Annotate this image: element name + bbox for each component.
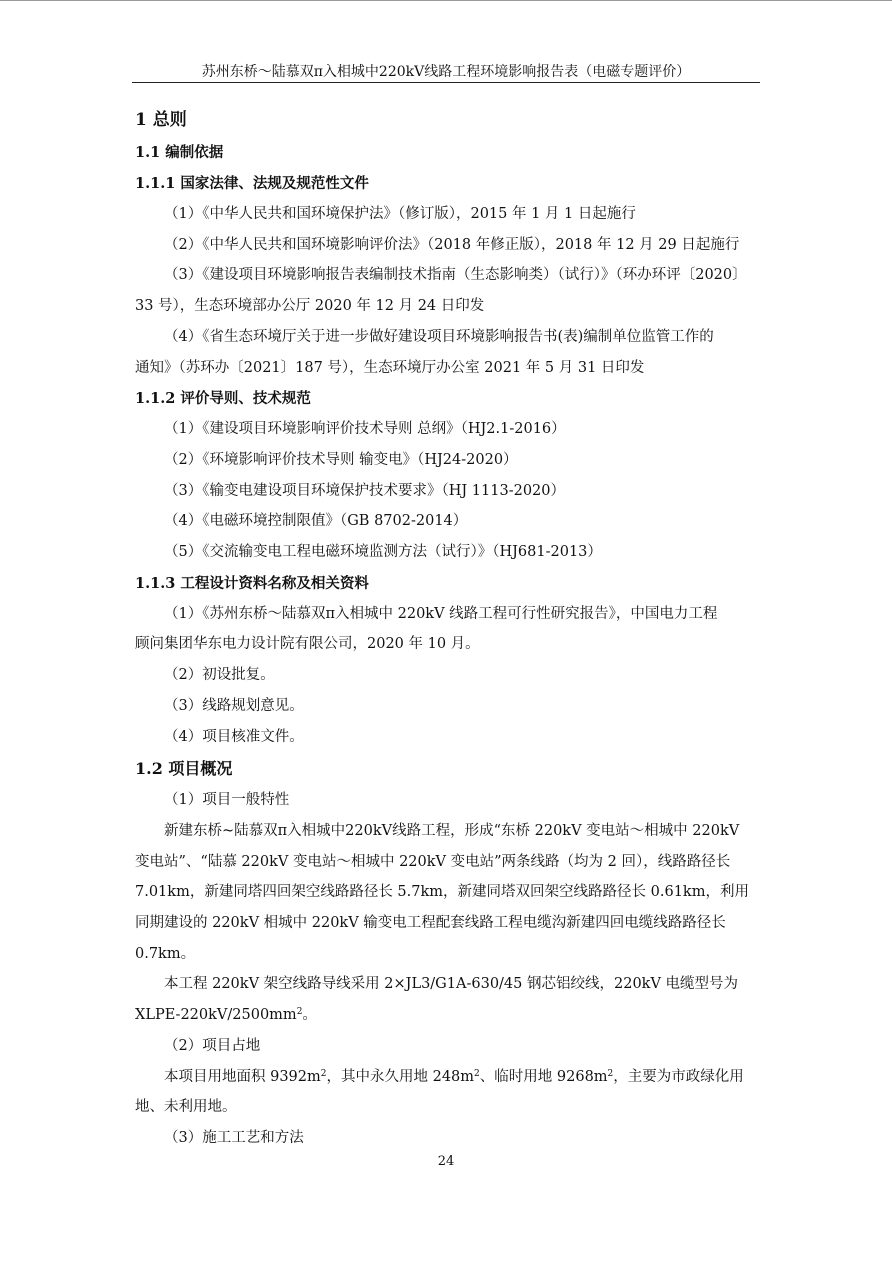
- overview-para-2-line-1: 本工程 220kV 架空线路导线采用 2×JL3/G1A-630/45 钢芯铝绞线，220kV 电缆型号为: [164, 976, 739, 993]
- overview-para-3-line-1: [135, 1062, 759, 1093]
- overview-subhead-1: （1）项目一般特性: [164, 792, 290, 809]
- running-header: 苏州东桥～陆慕双π入相城中220kV线路工程环境影响报告表（电磁专题评价）: [201, 64, 691, 80]
- law-item-4-line-1: （4）《省生态环境厅关于进一步做好建设项目环境影响报告书(表)编制单位监管工作的: [164, 328, 714, 345]
- law-item-3-line-2: 33 号），生态环境部办公厅 2020 年 12 月 24 日印发: [135, 298, 485, 315]
- superscript: 2: [607, 1068, 614, 1079]
- superscript: 2: [474, 1068, 480, 1079]
- overview-para-1-line-3: 7.01km，新建同塔四回架空线路路径长 5.7km，新建同塔双回架空线路路径长 0.61km，利用: [135, 884, 749, 901]
- page-top-border: [0, 0, 892, 1]
- standard-item-4: （4）《电磁环境控制限值》（GB 8702-2014）: [164, 513, 468, 530]
- standard-item-2: （2）《环境影响评价技术导则 输变电》（HJ24-2020）: [164, 451, 518, 468]
- land-temporary-text: 、临时用地 9268m: [479, 1068, 608, 1085]
- standard-item-1: （1）《建设项目环境影响评价技术导则 总纲》（HJ2.1-2016）: [164, 421, 566, 438]
- standard-item-3: （3）《输变电建设项目环境保护技术要求》（HJ 1113-2020）: [164, 482, 565, 499]
- law-item-4-line-2: 通知》（苏环办〔2021〕187 号），生态环境厅办公室 2021 年 5 月 31 日印发: [135, 359, 645, 376]
- law-item-1: （1）《中华人民共和国环境保护法》（修订版），2015 年 1 月 1 日起施行: [164, 206, 636, 222]
- overview-para-1-line-1: 新建东桥~陆慕双π入相城中220kV线路工程，形成“东桥 220kV 变电站～相城中 220kV: [164, 822, 740, 839]
- superscript: 2: [296, 1007, 303, 1018]
- overview-para-1-line-5: 0.7km。: [135, 945, 196, 962]
- overview-subhead-2: （2）项目占地: [164, 1037, 261, 1054]
- heading-1-1: 1.1 编制依据: [135, 144, 224, 161]
- heading-1-1-1: 1.1.1 国家法律、法规及规范性文件: [135, 175, 369, 192]
- standard-item-5: （5）《交流输变电工程电磁环境监测方法（试行）》（HJ681-2013）: [164, 544, 602, 561]
- law-item-3-line-1: （3）《建设项目环境影响报告表编制技术指南（生态影响类）（试行）》（环办环评〔2020〕: [164, 267, 747, 284]
- cable-model-text: XLPE-220kV/2500mm: [135, 1007, 297, 1024]
- land-total-text: 本项目用地面积 9392m: [164, 1068, 321, 1085]
- land-permanent-text: ，其中永久用地 248m: [326, 1068, 475, 1085]
- header-rule: [132, 82, 760, 83]
- heading-1-2: 1.2 项目概况: [135, 759, 233, 779]
- overview-para-2-line-2: [135, 1000, 759, 1031]
- heading-1: 1 总则: [135, 110, 187, 130]
- page-number: 24: [437, 1154, 455, 1169]
- law-item-2: （2）《中华人民共和国环境影响评价法》（2018 年修正版），2018 年 12 月 29 日起施行: [164, 236, 740, 253]
- overview-subhead-3: （3）施工工艺和方法: [164, 1129, 304, 1146]
- heading-1-1-3: 1.1.3 工程设计资料名称及相关资料: [135, 574, 369, 592]
- punct: 。: [302, 1007, 317, 1024]
- heading-1-1-2: 1.1.2 评价导则、技术规范: [135, 390, 311, 408]
- overview-para-1-line-2: 变电站”、“陆慕 220kV 变电站～相城中 220kV 变电站”两条线路（均为 2 回），线路路径长: [135, 853, 731, 870]
- land-use-text: ，主要为市政绿化用: [613, 1068, 744, 1085]
- superscript: 2: [320, 1068, 327, 1079]
- design-item-1-line-1: （1）《苏州东桥～陆慕双π入相城中 220kV 线路工程可行性研究报告》，中国电力工程: [164, 605, 718, 622]
- design-item-4: （4）项目核准文件。: [164, 728, 304, 745]
- design-item-1-line-2: 顾问集团华东电力设计院有限公司，2020 年 10 月。: [135, 636, 480, 653]
- overview-para-1-line-4: 同期建设的 220kV 相城中 220kV 输变电工程配套线路工程电缆沟新建四回电缆线路路径长: [135, 915, 726, 932]
- overview-para-3-line-2: 地、未利用地。: [135, 1099, 237, 1116]
- design-item-2: （2）初设批复。: [164, 667, 275, 684]
- design-item-3: （3）线路规划意见。: [164, 697, 304, 714]
- page-body: [135, 104, 759, 1154]
